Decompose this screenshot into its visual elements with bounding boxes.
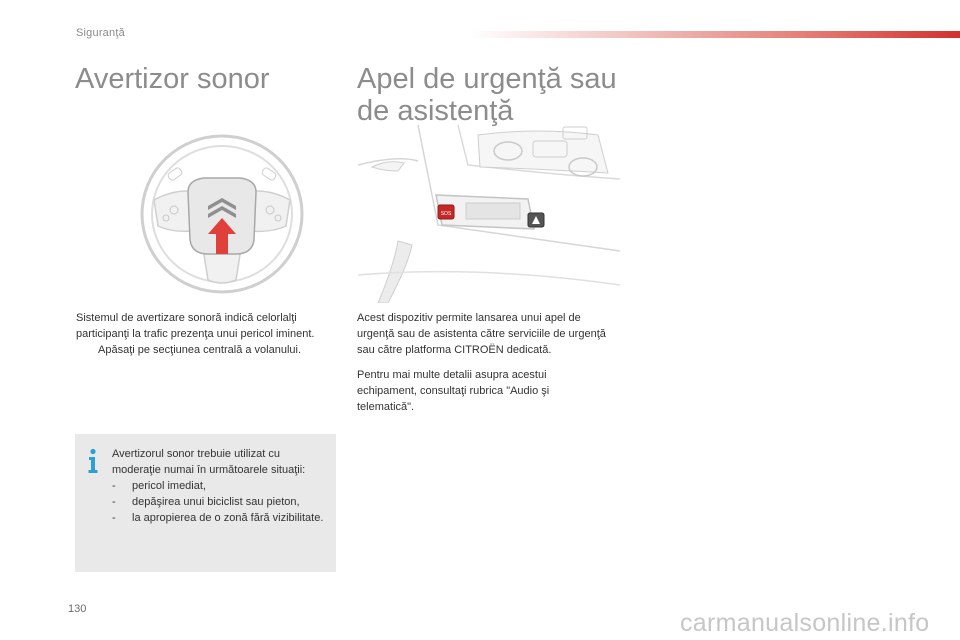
emergency-paragraph-1: Acest dispozitiv permite lansarea unui apel de urgenţă sau de asistenta către serviciile de urgenţă sau către platforma CITROËN dedicată. <box>357 312 606 356</box>
emergency-call-title-line1: Apel de urgenţă sau <box>357 63 617 95</box>
header-accent-bar <box>470 31 960 38</box>
list-item-text: depăşirea unui biciclist sau pieton, <box>132 496 300 508</box>
instruction-marker <box>76 342 98 358</box>
emergency-call-title <box>357 63 637 127</box>
info-content <box>112 446 330 526</box>
roof-console-illustration <box>358 125 620 303</box>
list-item <box>112 478 330 494</box>
horn-paragraph: Sistemul de avertizare sonoră indică celorlalţi participanţi la trafic prezenţa unui pericol iminent. <box>76 312 315 340</box>
list-item-text: la apropierea de o zonă fără vizibilitate. <box>132 512 324 524</box>
page-number: 130 <box>68 603 87 615</box>
steering-wheel-illustration <box>136 130 308 298</box>
info-list <box>112 478 330 526</box>
emergency-paragraph-2: Pentru mai multe detalii asupra acestui echipament, consultaţi rubrica "Audio şi telematică". <box>357 369 550 413</box>
watermark: carmanualsonline.info <box>680 609 930 637</box>
horn-instruction-text: Apăsaţi pe secţiunea centrală a volanului. <box>98 344 302 356</box>
emergency-call-description <box>357 310 607 415</box>
list-item <box>112 494 330 510</box>
list-item <box>112 510 330 526</box>
list-dash: - <box>112 512 116 524</box>
section-label: Siguranţă <box>76 27 125 39</box>
list-dash: - <box>112 496 116 508</box>
emergency-call-title-line2: de asistenţă <box>357 95 514 127</box>
list-item-text: pericol imediat, <box>132 480 206 492</box>
info-box <box>75 434 336 572</box>
horn-instruction <box>76 342 334 358</box>
list-dash: - <box>112 480 116 492</box>
info-icon <box>87 448 99 474</box>
info-intro: Avertizorul sonor trebuie utilizat cu moderaţie numai în următoarele situaţii: <box>112 448 306 476</box>
horn-title: Avertizor sonor <box>75 63 270 95</box>
sos-label: SOS <box>440 211 452 217</box>
horn-description <box>76 310 334 358</box>
